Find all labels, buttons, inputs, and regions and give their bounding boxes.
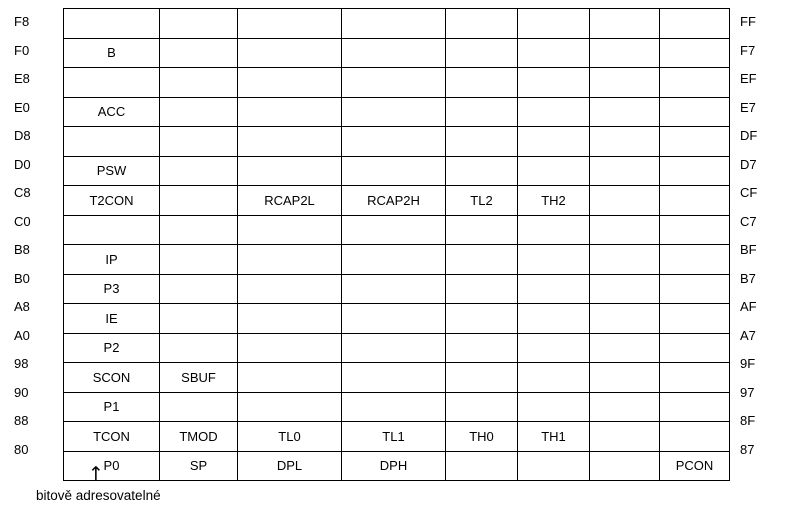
sfr-cell: TL0	[238, 422, 342, 452]
sfr-cell	[660, 422, 730, 452]
sfr-cell: P0	[64, 451, 160, 481]
sfr-cell	[238, 68, 342, 98]
sfr-cell	[342, 9, 446, 39]
address-label-right: DF	[740, 128, 758, 143]
address-label-right: CF	[740, 185, 758, 200]
sfr-cell	[518, 274, 590, 304]
sfr-cell	[446, 451, 518, 481]
sfr-cell	[342, 304, 446, 334]
address-label-left: A8	[14, 299, 30, 314]
sfr-cell	[660, 245, 730, 275]
sfr-cell	[590, 38, 660, 68]
sfr-cell	[518, 304, 590, 334]
sfr-cell	[660, 38, 730, 68]
sfr-cell	[518, 68, 590, 98]
sfr-cell	[342, 392, 446, 422]
sfr-cell	[446, 215, 518, 245]
sfr-cell	[160, 68, 238, 98]
address-label-left: 80	[14, 441, 29, 457]
sfr-cell	[446, 97, 518, 127]
sfr-cell	[518, 451, 590, 481]
sfr-cell	[342, 97, 446, 127]
sfr-cell	[160, 97, 238, 127]
sfr-cell	[660, 186, 730, 216]
sfr-cell	[660, 68, 730, 98]
sfr-cell: TH1	[518, 422, 590, 452]
sfr-cell: T2CON	[64, 186, 160, 216]
table-row	[64, 333, 730, 363]
address-label-left: 90	[14, 384, 29, 400]
sfr-cell	[518, 97, 590, 127]
sfr-cell	[660, 215, 730, 245]
sfr-cell	[446, 363, 518, 393]
sfr-cell	[446, 304, 518, 334]
address-label-right: BF	[740, 242, 757, 257]
address-label-left: E8	[14, 71, 30, 86]
sfr-cell	[590, 274, 660, 304]
sfr-cell: DPL	[238, 451, 342, 481]
address-label-right: D7	[740, 156, 757, 172]
sfr-cell	[660, 274, 730, 304]
sfr-cell: DPH	[342, 451, 446, 481]
address-label-left: A0	[14, 327, 30, 343]
sfr-cell: TL1	[342, 422, 446, 452]
table-row	[64, 245, 730, 275]
address-label-left: 88	[14, 413, 29, 428]
address-label-right: C7	[740, 213, 757, 229]
sfr-cell	[160, 392, 238, 422]
sfr-cell	[238, 156, 342, 186]
sfr-cell	[518, 156, 590, 186]
address-label-right: 8F	[740, 413, 756, 428]
sfr-cell	[160, 186, 238, 216]
table-row	[64, 422, 730, 452]
address-label-right: 97	[740, 384, 755, 400]
sfr-cell: RCAP2H	[342, 186, 446, 216]
sfr-cell	[590, 9, 660, 39]
sfr-cell: TH2	[518, 186, 590, 216]
sfr-cell	[342, 333, 446, 363]
sfr-cell	[660, 392, 730, 422]
sfr-cell	[238, 304, 342, 334]
sfr-cell	[590, 363, 660, 393]
sfr-cell	[160, 274, 238, 304]
sfr-cell	[238, 363, 342, 393]
table-row	[64, 363, 730, 393]
sfr-cell: TCON	[64, 422, 160, 452]
sfr-cell	[64, 9, 160, 39]
address-label-right: AF	[740, 299, 757, 314]
sfr-cell	[160, 38, 238, 68]
table-row	[64, 156, 730, 186]
sfr-cell	[660, 333, 730, 363]
sfr-cell	[590, 422, 660, 452]
address-label-right: 87	[740, 441, 755, 457]
sfr-cell	[518, 392, 590, 422]
sfr-cell	[160, 215, 238, 245]
bit-addressable-caption: bitově adresovatelné	[36, 488, 161, 503]
sfr-cell	[238, 274, 342, 304]
sfr-cell	[64, 127, 160, 157]
sfr-cell: P3	[64, 274, 160, 304]
table-row	[64, 215, 730, 245]
table-row	[64, 97, 730, 127]
sfr-cell	[160, 304, 238, 334]
sfr-cell	[446, 392, 518, 422]
sfr-cell	[590, 451, 660, 481]
address-label-left: C8	[14, 185, 31, 200]
sfr-cell	[590, 245, 660, 275]
sfr-cell	[660, 127, 730, 157]
sfr-cell	[238, 9, 342, 39]
table-row	[64, 304, 730, 334]
address-label-left: B8	[14, 242, 30, 257]
table-row	[64, 9, 730, 39]
sfr-cell	[518, 215, 590, 245]
sfr-cell	[160, 127, 238, 157]
sfr-cell	[518, 127, 590, 157]
sfr-cell: SBUF	[160, 363, 238, 393]
sfr-cell	[446, 156, 518, 186]
sfr-cell: SP	[160, 451, 238, 481]
address-label-right: B7	[740, 270, 756, 286]
sfr-cell	[342, 363, 446, 393]
sfr-cell	[660, 9, 730, 39]
sfr-cell	[446, 38, 518, 68]
sfr-cell	[342, 156, 446, 186]
address-label-right: 9F	[740, 356, 756, 371]
sfr-cell	[446, 9, 518, 39]
address-label-right: E7	[740, 99, 756, 115]
sfr-cell: TL2	[446, 186, 518, 216]
sfr-cell: TMOD	[160, 422, 238, 452]
sfr-cell	[446, 127, 518, 157]
address-label-right: EF	[740, 71, 757, 86]
sfr-cell	[238, 38, 342, 68]
address-label-right: F7	[740, 42, 756, 58]
address-label-left: 98	[14, 356, 29, 371]
address-label-left: D0	[14, 156, 31, 172]
sfr-cell	[518, 38, 590, 68]
address-label-left: F8	[14, 14, 30, 29]
sfr-cell	[446, 333, 518, 363]
sfr-cell	[590, 304, 660, 334]
sfr-cell	[446, 274, 518, 304]
sfr-cell	[238, 215, 342, 245]
sfr-cell	[660, 363, 730, 393]
sfr-cell: ACC	[64, 97, 160, 127]
sfr-cell	[160, 156, 238, 186]
sfr-cell	[590, 392, 660, 422]
sfr-cell: TH0	[446, 422, 518, 452]
address-label-left: D8	[14, 128, 31, 143]
address-label-left: C0	[14, 213, 31, 229]
sfr-cell: IE	[64, 304, 160, 334]
sfr-cell	[590, 68, 660, 98]
sfr-cell	[590, 97, 660, 127]
table-row	[64, 38, 730, 68]
sfr-cell: B	[64, 38, 160, 68]
sfr-table	[63, 8, 730, 481]
table-row	[64, 274, 730, 304]
sfr-cell	[590, 215, 660, 245]
table-row	[64, 392, 730, 422]
sfr-cell	[660, 97, 730, 127]
sfr-cell	[660, 156, 730, 186]
sfr-cell	[342, 274, 446, 304]
sfr-cell	[342, 215, 446, 245]
address-label-left: B0	[14, 270, 30, 286]
sfr-cell: RCAP2L	[238, 186, 342, 216]
sfr-cell	[590, 156, 660, 186]
sfr-cell	[64, 68, 160, 98]
sfr-cell	[160, 9, 238, 39]
sfr-cell	[518, 333, 590, 363]
sfr-cell	[64, 215, 160, 245]
sfr-cell	[518, 245, 590, 275]
sfr-cell	[342, 68, 446, 98]
sfr-cell	[518, 9, 590, 39]
address-label-right: A7	[740, 327, 756, 343]
sfr-cell	[238, 97, 342, 127]
table-row	[64, 68, 730, 98]
sfr-cell	[446, 245, 518, 275]
sfr-cell	[660, 304, 730, 334]
sfr-cell	[342, 127, 446, 157]
address-label-left: F0	[14, 42, 30, 58]
table-row	[64, 186, 730, 216]
sfr-cell: IP	[64, 245, 160, 275]
sfr-cell	[518, 363, 590, 393]
sfr-cell	[238, 333, 342, 363]
sfr-cell	[590, 186, 660, 216]
sfr-cell: PCON	[660, 451, 730, 481]
sfr-cell: P2	[64, 333, 160, 363]
table-row	[64, 127, 730, 157]
address-label-left: E0	[14, 99, 30, 115]
sfr-cell	[160, 245, 238, 275]
sfr-cell: SCON	[64, 363, 160, 393]
sfr-cell	[238, 392, 342, 422]
sfr-cell	[160, 333, 238, 363]
sfr-cell	[342, 245, 446, 275]
sfr-cell	[590, 333, 660, 363]
sfr-cell: P1	[64, 392, 160, 422]
address-label-right: FF	[740, 14, 756, 29]
sfr-cell	[446, 68, 518, 98]
sfr-cell	[590, 127, 660, 157]
sfr-grid	[63, 8, 729, 474]
up-arrow-icon: ↑	[88, 463, 104, 485]
bit-addressable-pointer	[88, 464, 128, 490]
sfr-cell: PSW	[64, 156, 160, 186]
sfr-cell	[238, 127, 342, 157]
sfr-cell	[342, 38, 446, 68]
table-row	[64, 451, 730, 481]
sfr-cell	[238, 245, 342, 275]
